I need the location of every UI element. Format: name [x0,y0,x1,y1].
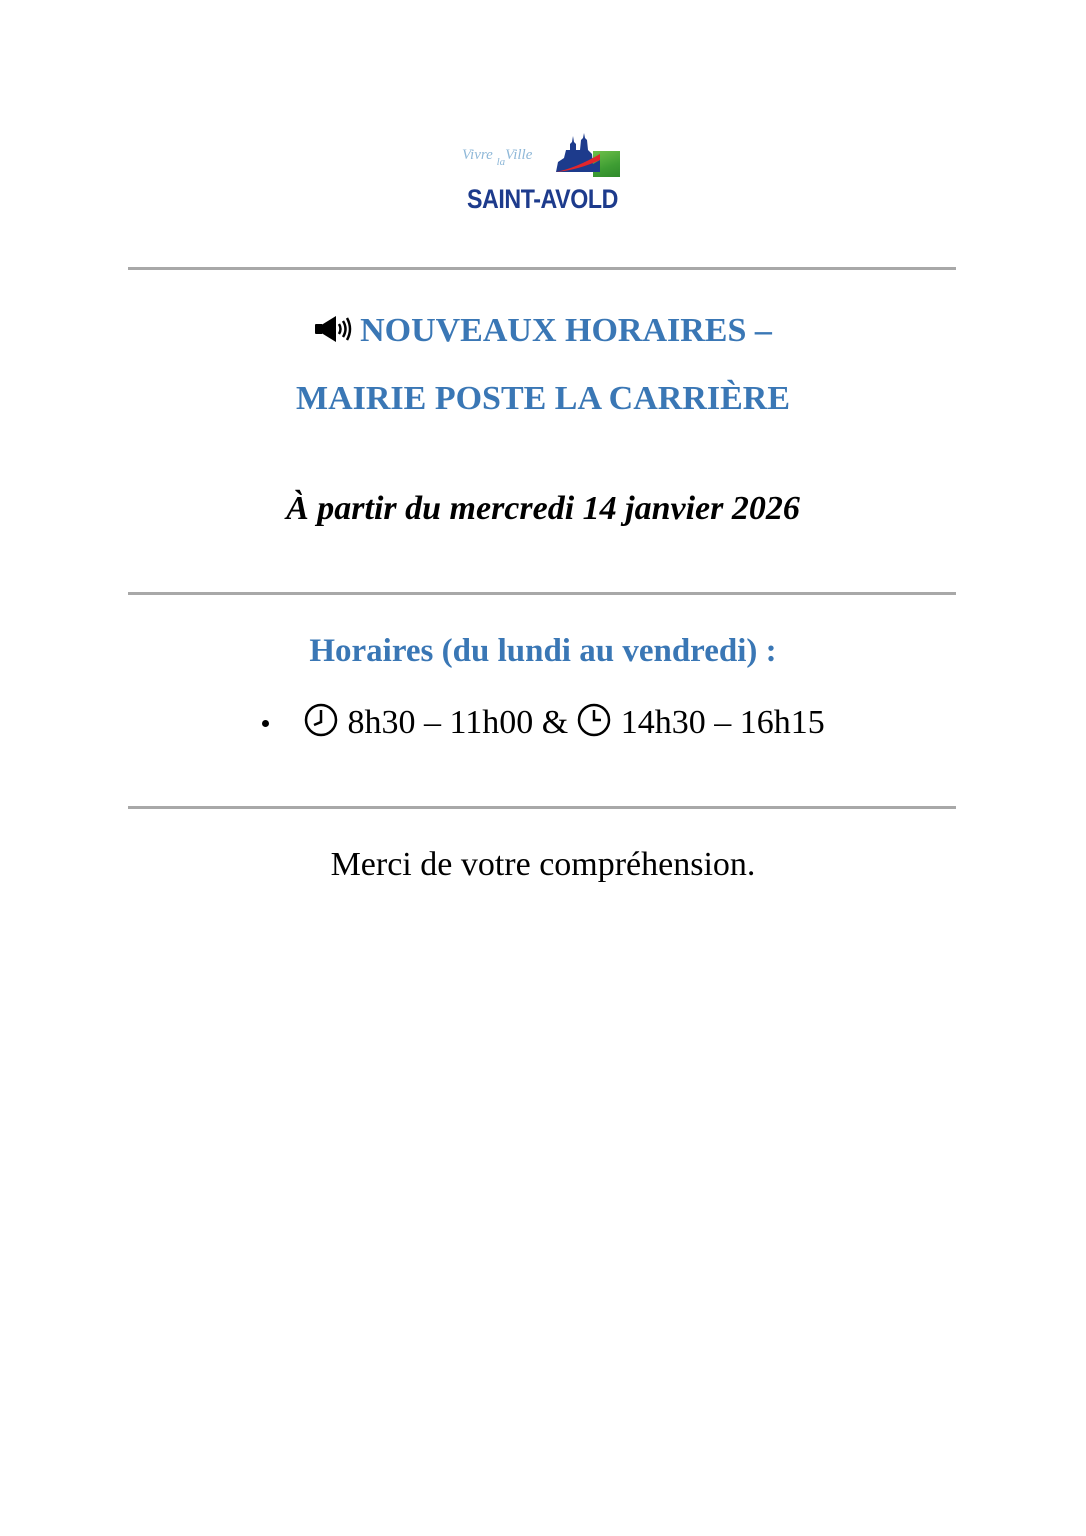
clock-icon [577,703,611,737]
logo-tagline-ville: Ville [505,147,533,163]
clock-icon [304,703,338,737]
closing-message: Merci de votre compréhension. [330,846,756,883]
speaker-icon [314,314,352,344]
logo-city-name: SAINT-AVOLD [467,184,618,214]
logo-tagline-vivre: Vivre [462,147,493,163]
logo-tagline [462,147,533,168]
afternoon-hours: 14h30 – 16h15 [620,704,825,741]
hours-heading: Horaires (du lundi au vendredi) : [309,633,777,669]
bullet [262,720,269,727]
saint-avold-logo [462,132,624,218]
church-icon [556,132,600,172]
divider [128,267,956,270]
hours-list-item [262,703,825,742]
logo-tagline-la: la [496,156,506,168]
effective-date: À partir du mercredi 14 janvier 2026 [286,490,800,527]
title-text-line1: NOUVEAUX HORAIRES – [360,312,772,349]
hours-separator: & [541,704,569,741]
page-title-line2: MAIRIE POSTE LA CARRIÈRE [295,380,791,417]
divider [128,806,956,809]
morning-hours: 8h30 – 11h00 [347,704,534,741]
page-title-line1 [0,312,1086,350]
divider [128,592,956,595]
